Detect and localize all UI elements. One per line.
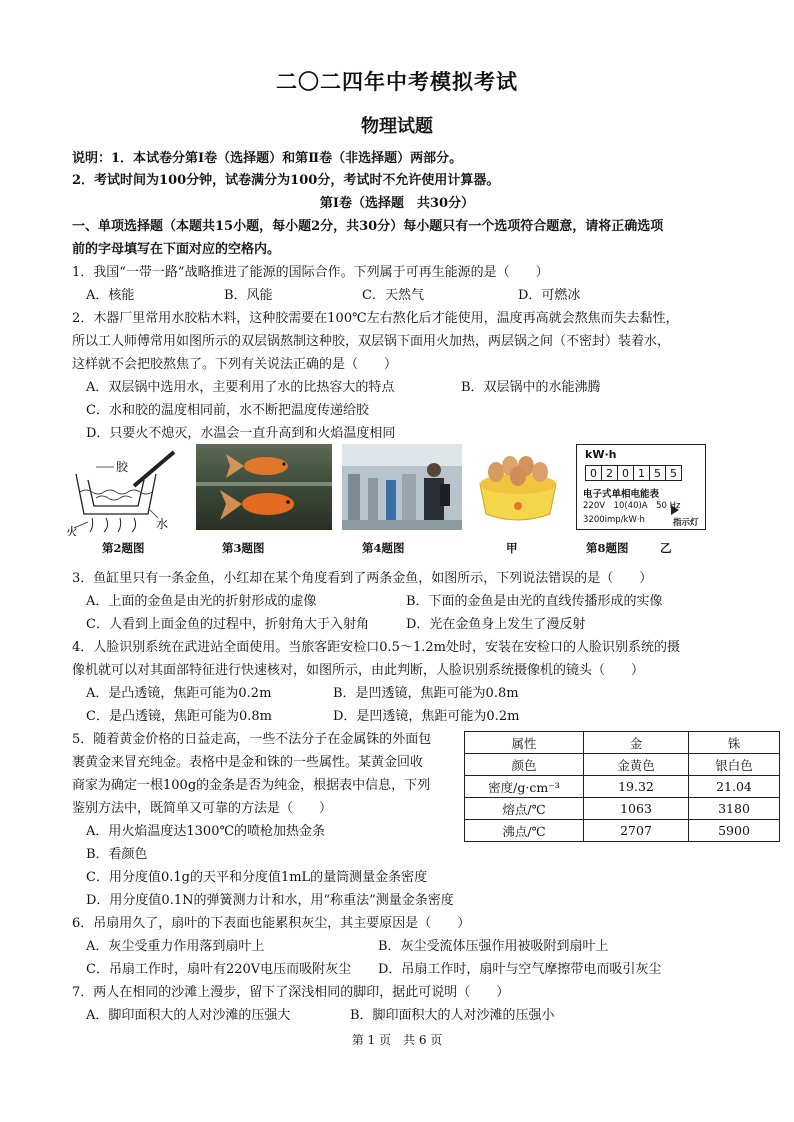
note-line-1: 说明：1．本试卷分第Ⅰ卷（选择题）和第Ⅱ卷（非选择题）两部分。 [72, 151, 463, 166]
q5-stem-1: 5．随着黄金价格的日益走高，一些不法分子在金属铢的外面包 [72, 732, 432, 747]
q3-stem: 3．鱼缸里只有一条金鱼，小红却在某个角度看到了两条金鱼，如图所示，下列说法错误的是（ ） [72, 571, 653, 586]
table-row [465, 732, 780, 754]
exam-title: 二〇二四年中考模拟考试 [276, 69, 518, 94]
table-cell: 1063 [584, 798, 689, 820]
q2-option-a: A．双层锅中选用水，主要利用了水的比热容大的特点 [86, 380, 395, 395]
table-cell: 21.04 [689, 776, 780, 798]
gold-tungsten-property-table [464, 731, 780, 842]
egg-cooker-photo [470, 444, 566, 530]
instruction-line-1: 一、单项选择题（本题共15小题，每小题2分，共30分）每小题只有一个选项符合题意，请将正确选项 [72, 219, 664, 234]
table-cell: 金 [584, 732, 689, 754]
q5-option-b: B．看颜色 [86, 847, 148, 862]
table-cell: 铢 [689, 732, 780, 754]
face-recognition-photo [342, 444, 462, 530]
table-row [465, 798, 780, 820]
meter-digit: 0 [585, 465, 602, 481]
energy-meter-diagram [576, 444, 706, 530]
exam-subtitle: 物理试题 [361, 116, 433, 137]
instruction-line-2: 前的字母填写在下面对应的空格内。 [72, 242, 281, 257]
table-cell: 属性 [465, 732, 584, 754]
q1-option-c: C．天然气 [362, 288, 424, 303]
q6-option-d: D．吊扇工作时，扇叶与空气摩擦带电而吸引灰尘 [378, 962, 662, 977]
table-cell: 金黄色 [584, 754, 689, 776]
q7-option-a: A．脚印面积大的人对沙滩的压强大 [86, 1008, 291, 1023]
table-cell: 3180 [689, 798, 780, 820]
q7-stem: 7．两人在相同的沙滩上漫步，留下了深浅相同的脚印，据此可说明（ ） [72, 985, 510, 1000]
glue-label: 胶 [116, 460, 129, 474]
caption-fig2: 第2题图 [102, 541, 145, 555]
table-cell: 19.32 [584, 776, 689, 798]
q4-option-c: C．是凸透镜，焦距可能为0.8m [86, 709, 272, 724]
indicator-light-label: 指示灯 [673, 518, 699, 528]
indicator-light-icon [671, 505, 679, 515]
q2-option-b: B．双层锅中的水能沸腾 [461, 380, 601, 395]
q6-stem: 6．吊扇用久了，扇叶的下表面也能累积灰尘，其主要原因是（ ） [72, 916, 471, 931]
q3-option-a: A．上面的金鱼是由光的折射形成的虚像 [86, 594, 317, 609]
q2-option-d: D．只要火不熄灭，水温会一直升高到和火焰温度相同 [86, 426, 396, 441]
table-row [465, 776, 780, 798]
table-row [465, 820, 780, 842]
caption-fig8-yi: 乙 [660, 541, 672, 555]
figure-row [66, 444, 736, 556]
meter-digits [585, 465, 681, 481]
q2-stem-2: 所以工人师傅常用如图所示的双层锅熬制这种胶，双层锅下面用火加热，两层锅之间（不密封）装着水， [72, 334, 671, 349]
meter-name: 电子式单相电能表 [583, 489, 660, 500]
table-cell: 银白色 [689, 754, 780, 776]
q5-stem-3: 商家为确定一根100g的金条是否为纯金，根据表中信息，下列 [72, 778, 431, 793]
caption-fig8-jia: 甲 [506, 541, 518, 555]
q1-option-d: D．可燃冰 [518, 288, 581, 303]
table-cell: 沸点/℃ [465, 820, 584, 842]
meter-imp: 3200imp/kW·h [583, 515, 645, 525]
q1-option-b: B．风能 [224, 288, 273, 303]
water-label: 水 [156, 517, 169, 531]
q5-option-d: D．用分度值0.1N的弹簧测力计和水，用“称重法”测量金条密度 [86, 893, 454, 908]
table-cell: 熔点/℃ [465, 798, 584, 820]
meter-unit: kW·h [585, 448, 617, 461]
q3-option-c: C．人看到上面金鱼的过程中，折射角大于入射角 [86, 617, 369, 632]
q5-option-c: C．用分度值0.1g的天平和分度值1mL的量筒测量金条密度 [86, 870, 428, 885]
q2-stem-3: 这样就不会把胶熬焦了。下列有关说法正确的是（ ） [72, 357, 398, 372]
meter-digit: 1 [633, 465, 650, 481]
q6-option-a: A．灰尘受重力作用落到扇叶上 [86, 939, 265, 954]
q2-stem-1: 2．木器厂里常用水胶粘木料，这种胶需要在100℃左右熬化后才能使用，温度再高就会熬焦而失去黏性， [72, 311, 679, 326]
q6-option-b: B．灰尘受流体压强作用被吸附到扇叶上 [378, 939, 609, 954]
q2-option-c: C．水和胶的温度相同前，水不断把温度传递给胶 [86, 403, 369, 418]
table-cell: 5900 [689, 820, 780, 842]
caption-fig8: 第8题图 [586, 541, 629, 555]
caption-fig3: 第3题图 [222, 541, 265, 555]
goldfish-photo [196, 444, 332, 530]
q5-stem-2: 裹黄金来冒充纯金。表格中是金和铢的一些属性。某黄金回收 [72, 755, 424, 770]
table-cell: 密度/g·cm⁻³ [465, 776, 584, 798]
q5-option-a: A．用火焰温度达1300℃的喷枪加热金条 [86, 824, 326, 839]
meter-spec: 220V 10(40)A 50 Hz [583, 501, 681, 511]
q4-stem-1: 4．人脸识别系统在武进站全面使用。当旅客距安检口0.5～1.2m处时，安装在安检口的人脸识别系统的摄 [72, 640, 680, 655]
q4-option-b: B．是凹透镜，焦距可能为0.8m [333, 686, 519, 701]
q4-option-a: A．是凸透镜，焦距可能为0.2m [86, 686, 272, 701]
q4-option-d: D．是凹透镜，焦距可能为0.2m [333, 709, 520, 724]
table-row [465, 754, 780, 776]
meter-digit: 5 [649, 465, 666, 481]
meter-digit: 5 [665, 465, 682, 481]
table-cell: 颜色 [465, 754, 584, 776]
q5-stem-4: 鉴别方法中，既简单又可靠的方法是（ ） [72, 801, 333, 816]
fire-label: 火 [66, 525, 79, 536]
table-cell: 2707 [584, 820, 689, 842]
q3-option-b: B．下面的金鱼是由光的直线传播形成的实像 [406, 594, 663, 609]
q4-stem-2: 像机就可以对其面部特征进行快速核对，如图所示，由此判断，人脸识别系统摄像机的镜头（ ） [72, 663, 645, 678]
page-footer: 第 1 页 共 6 页 [351, 1033, 443, 1047]
section-title: 第Ⅰ卷（选择题 共30分） [319, 196, 475, 211]
q3-option-d: D．光在金鱼身上发生了漫反射 [406, 617, 586, 632]
meter-digit: 2 [601, 465, 618, 481]
note-line-2: 2．考试时间为100分钟，试卷满分为100分，考试时不允许使用计算器。 [72, 173, 500, 188]
q7-option-b: B．脚印面积大的人对沙滩的压强小 [350, 1008, 555, 1023]
q1-option-a: A．核能 [86, 288, 135, 303]
caption-fig4: 第4题图 [362, 541, 405, 555]
q6-option-c: C．吊扇工作时，扇叶有220V电压而吸附灰尘 [86, 962, 352, 977]
q1-stem: 1．我国“一带一路”战略推进了能源的国际合作。下列属于可再生能源的是（ ） [72, 265, 549, 280]
double-boiler-figure [66, 444, 186, 536]
meter-digit: 0 [617, 465, 634, 481]
